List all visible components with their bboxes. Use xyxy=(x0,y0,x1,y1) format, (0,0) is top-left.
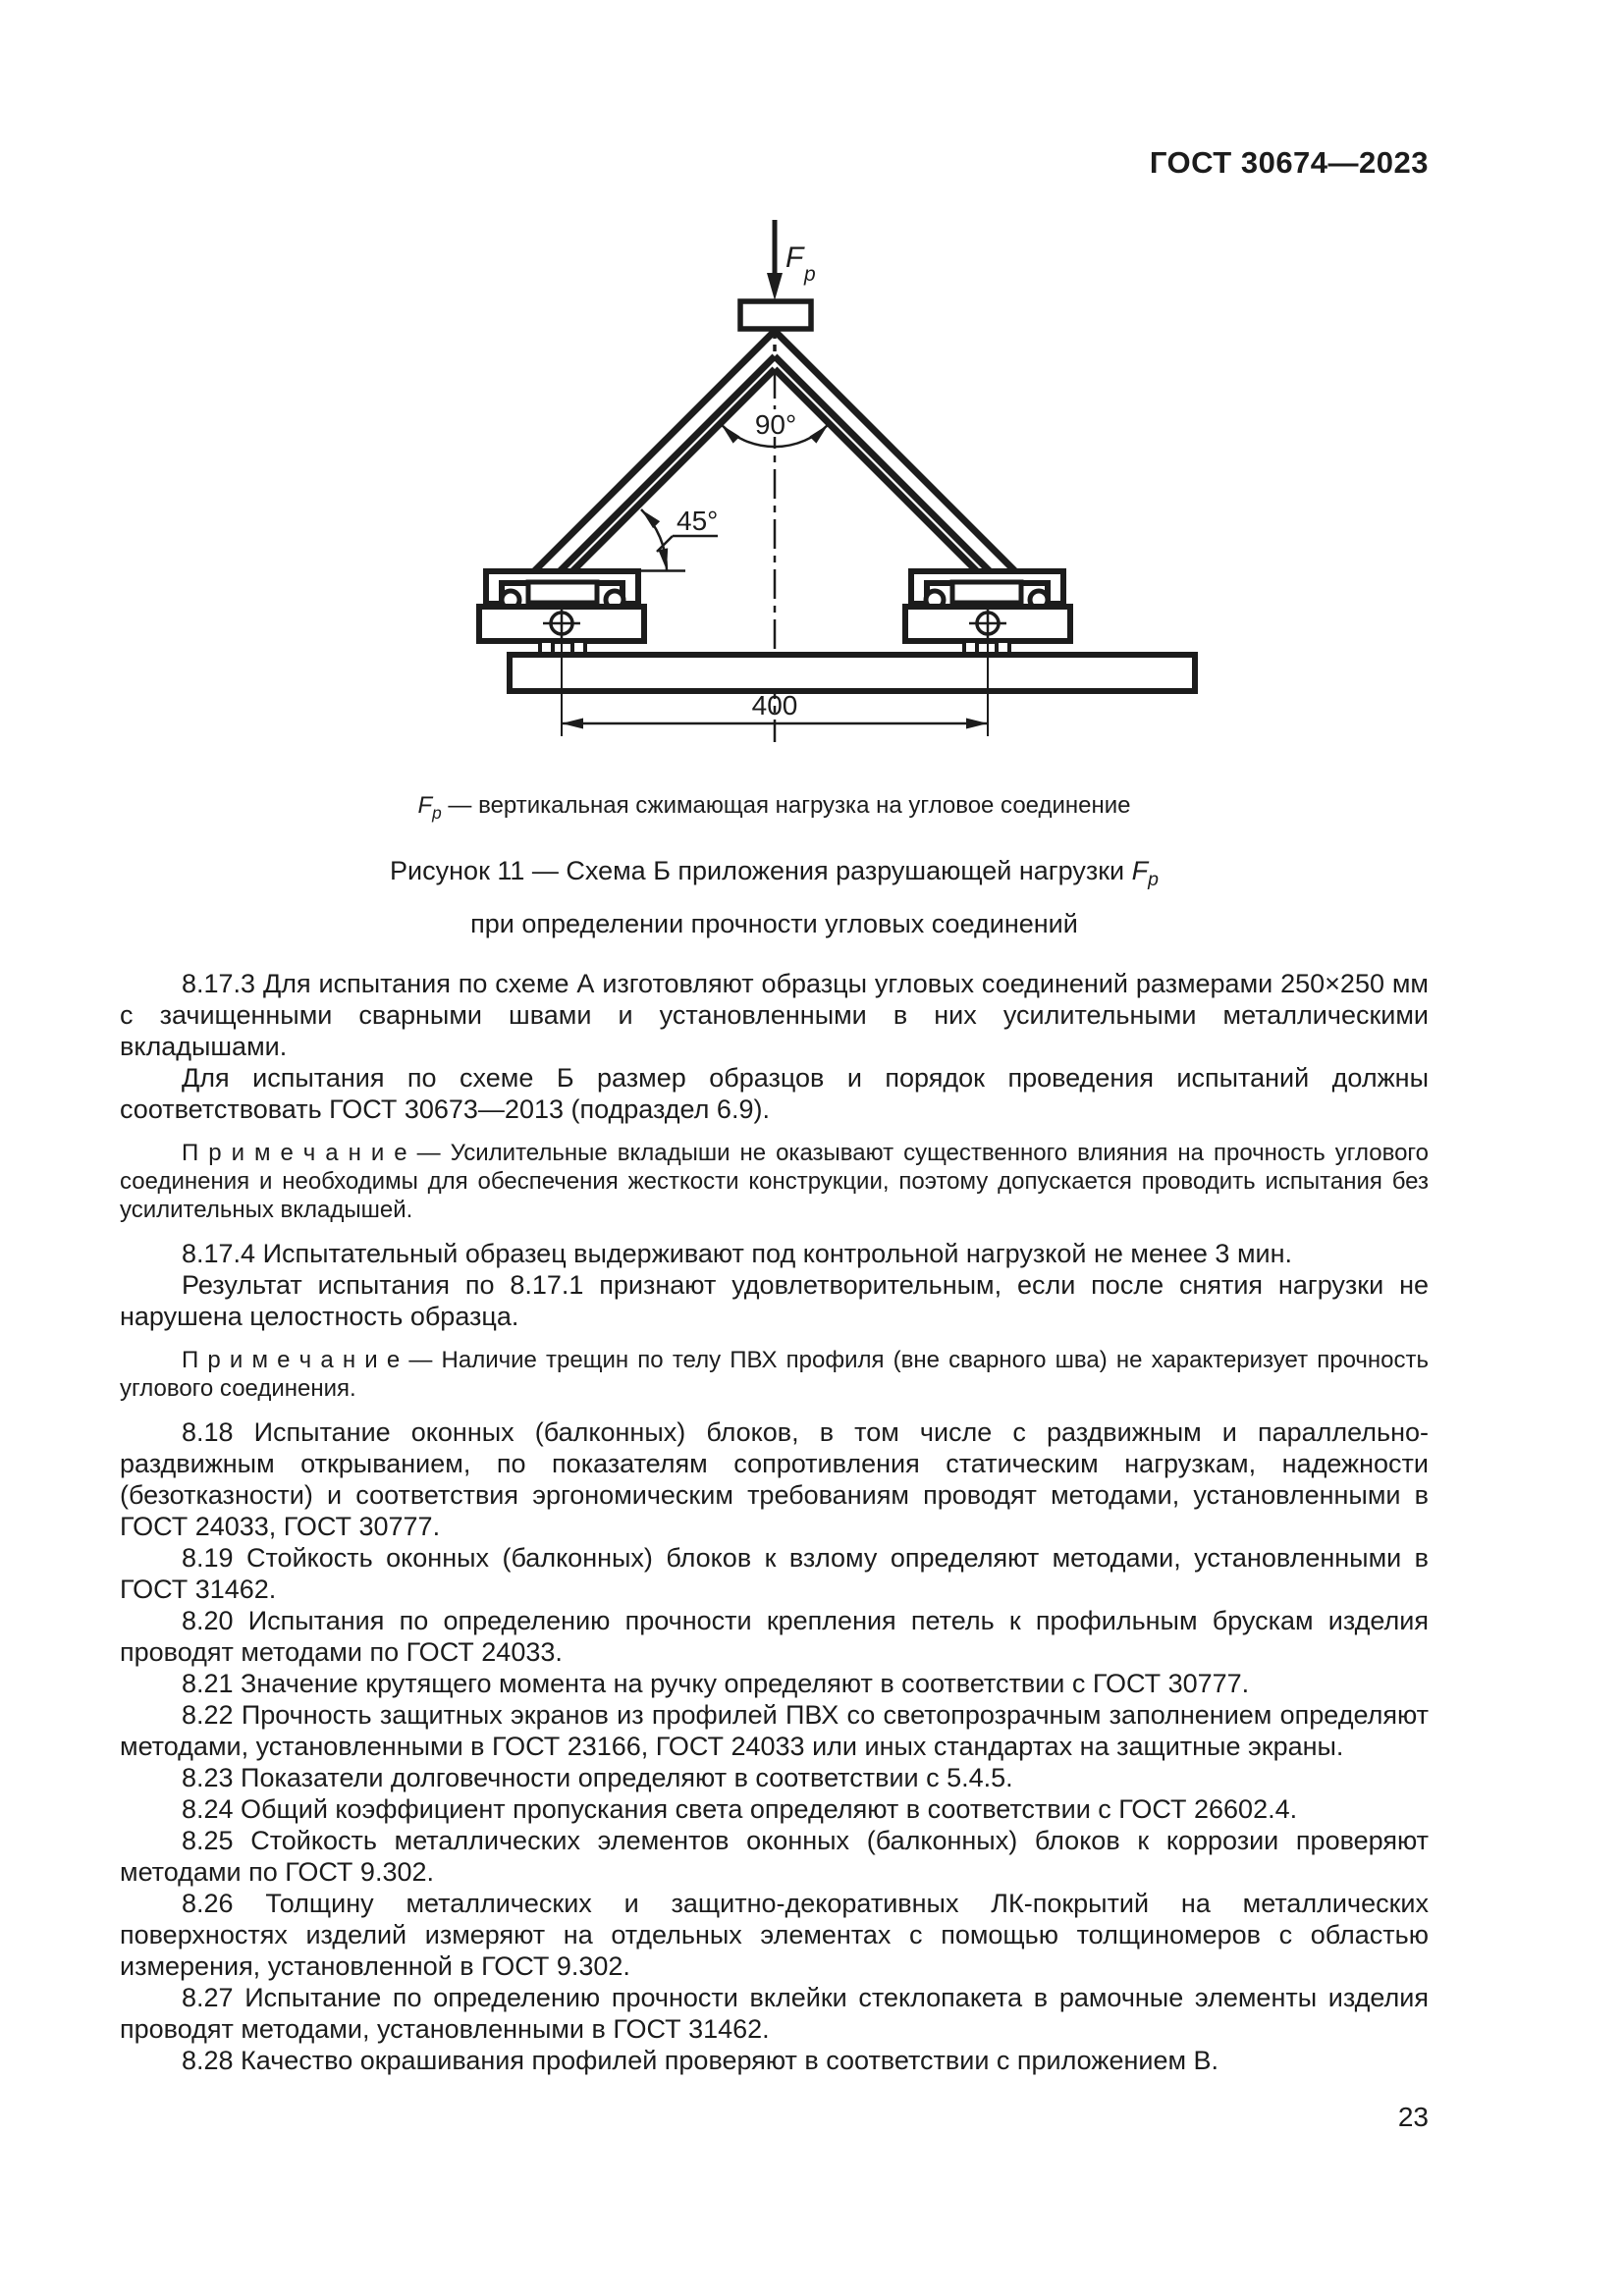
page-number: 23 xyxy=(1397,2102,1429,2132)
body-paragraph: 8.20 Испытания по определению прочности крепления петель к профильным брускам изделия проводят методами по ГОСТ 24033. xyxy=(120,1606,1429,1667)
body-paragraph: 8.25 Стойкость металлических элементов оконных (балконных) блоков к коррозии проверяют методами по ГОСТ 9.302. xyxy=(120,1826,1429,1887)
body-text xyxy=(120,968,1429,2076)
body-paragraph: 8.17.4 Испытательный образец выдерживают под контрольной нагрузкой не менее 3 мин. xyxy=(182,1239,1293,1268)
note-paragraph: П р и м е ч а н и е — Усилительные вкладыши не оказывают существенного влияния на прочность углового соединения и необходимы для обеспечения жесткости конструкции, поэтому допускается проводить испытания без усилительных вкладышей. xyxy=(120,1140,1429,1223)
caption-force-sub: p xyxy=(1148,869,1159,890)
body-paragraph: Результат испытания по 8.17.1 признают удовлетворительным, если после снятия нагрузки не нарушена целостность образца. xyxy=(120,1270,1429,1331)
body-paragraph: 8.21 Значение крутящего момента на ручку определяют в соответствии с ГОСТ 30777. xyxy=(182,1669,1250,1698)
base-angle-annotation xyxy=(638,506,718,571)
load-block xyxy=(740,301,811,329)
note-paragraph: П р и м е ч а н и е — Наличие трещин по телу ПВХ профиля (вне сварного шва) не характеризует прочность углового соединения. xyxy=(120,1347,1429,1402)
content-area xyxy=(120,145,1429,2133)
body-paragraph: 8.28 Качество окрашивания профилей проверяют в соответствии с приложением В. xyxy=(182,2046,1219,2075)
caption-force-var: F xyxy=(1131,856,1149,885)
figure-caption xyxy=(120,849,1429,946)
dimension-label: 400 xyxy=(751,690,797,721)
body-paragraph: Для испытания по схеме Б размер образцов и порядок проведения испытаний должны соответствовать ГОСТ 30673—2013 (подраздел 6.9). xyxy=(120,1063,1429,1124)
figure-11 xyxy=(120,198,1429,753)
body-paragraph: 8.24 Общий коэффициент пропускания света определяют в соответствии с ГОСТ 26602.4. xyxy=(182,1794,1298,1824)
base-plate xyxy=(510,655,1195,691)
legend-force-sub: p xyxy=(432,803,442,823)
force-label: F xyxy=(785,241,803,274)
body-paragraph: 8.26 Толщину металлических и защитно-декоративных ЛК-покрытий на металлических поверхностях изделий измеряют на отдельных элементах с помощью толщиномеров с областью измерения, установленной в ГОСТ 9.302. xyxy=(120,1889,1429,1981)
document-header: ГОСТ 30674—2023 xyxy=(1149,145,1429,180)
body-paragraph: 8.27 Испытание по определению прочности вклейки стеклопакета в рамочные элементы изделия проводят методами, установленными в ГОСТ 31462. xyxy=(120,1983,1429,2044)
body-paragraph: 8.22 Прочность защитных экранов из профилей ПВХ со светопрозрачным заполнением определяют методами, установленными в ГОСТ 23166, ГОСТ 24033 или иных стандартах на защитные экраны. xyxy=(120,1700,1429,1761)
body-paragraph: 8.18 Испытание оконных (балконных) блоков, в том числе с раздвижным и параллельно-раздвижным открыванием, по показателям сопротивления статическим нагрузкам, надежности (безотказности) и соответствия эргономическим требованиям проводят методами, установленными в ГОСТ 24033, ГОСТ 30777. xyxy=(120,1417,1429,1541)
figure-caption-line1: Рисунок 11 — Схема Б приложения разрушающей нагрузки $F_p$ xyxy=(390,856,1159,890)
corner-joint-test-diagram xyxy=(343,198,1207,753)
force-label-sub: p xyxy=(803,263,816,286)
figure-caption-line2: при определении прочности угловых соединений xyxy=(470,909,1078,938)
force-arrow xyxy=(767,220,783,300)
body-paragraph: 8.19 Стойкость оконных (балконных) блоков к взлому определяют методами, установленными в ГОСТ 31462. xyxy=(120,1543,1429,1604)
body-paragraph: 8.17.3 Для испытания по схеме А изготовляют образцы угловых соединений размерами 250×250 мм с зачищенными сварными швами и установленными в них усилительными металлическими вкладышами. xyxy=(120,969,1429,1061)
base-angle-label: 45° xyxy=(676,506,718,536)
body-paragraph: 8.23 Показатели долговечности определяют в соответствии с 5.4.5. xyxy=(182,1763,1013,1792)
legend-text: — вертикальная сжимающая нагрузка на угловое соединение xyxy=(441,792,1131,819)
figure-legend xyxy=(120,792,1429,824)
apex-angle-label: 90° xyxy=(754,409,796,440)
legend-force-var: F xyxy=(417,792,433,819)
